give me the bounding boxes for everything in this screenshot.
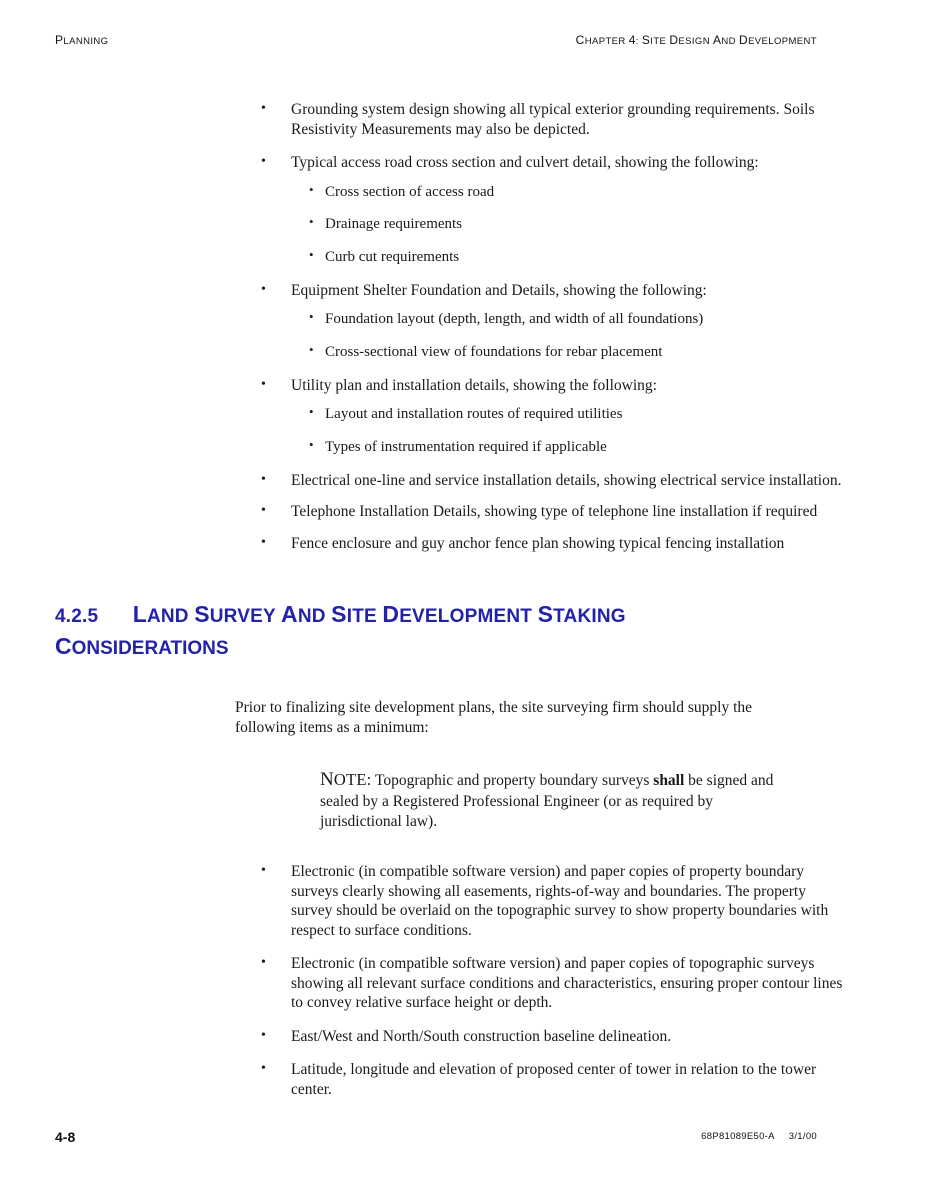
page-content xyxy=(55,100,845,1113)
header-left-text: PLANNING xyxy=(55,33,109,47)
list-item xyxy=(235,1027,845,1047)
bullet-marker-icon: • xyxy=(261,955,266,971)
bullet-marker-icon: • xyxy=(261,101,266,116)
header-right-text: CHAPTER 4: SITE DESIGN AND DEVELOPMENT xyxy=(575,33,817,47)
section-heading xyxy=(55,601,755,660)
list-item xyxy=(235,153,845,267)
list-item-text: Layout and installation routes of required utilities xyxy=(325,406,623,423)
list-item xyxy=(291,248,845,267)
bullet-list-bottom xyxy=(55,862,845,1099)
list-item-text: Electrical one-line and service installation details, showing electrical service installation. xyxy=(291,471,842,489)
list-item-text: Telephone Installation Details, showing type of telephone line installation if required xyxy=(291,503,818,521)
list-item-text: Equipment Shelter Foundation and Details, showing the following: xyxy=(291,281,707,299)
list-item xyxy=(235,471,845,491)
note-block xyxy=(320,768,795,832)
list-item-text: Types of instrumentation required if applicable xyxy=(325,439,607,456)
list-item xyxy=(235,1060,845,1099)
bullet-list-top xyxy=(55,100,845,553)
list-item xyxy=(235,954,845,1013)
sub-bullet-list xyxy=(291,183,845,267)
section-title: LAND SURVEY AND SITE DEVELOPMENT STAKING xyxy=(132,601,626,628)
note-text-before: Topographic and property boundary surveys xyxy=(375,772,654,790)
list-item xyxy=(235,502,845,522)
list-item-text: Latitude, longitude and elevation of proposed center of tower in relation to the tower center. xyxy=(291,1061,817,1098)
bullet-marker-icon: • xyxy=(261,281,266,297)
list-item-text: Grounding system design showing all typical exterior grounding requirements. Soils Resistivity Measurements may also be depicted. xyxy=(291,101,815,138)
list-item xyxy=(291,405,845,424)
sub-bullet-list xyxy=(291,310,845,362)
note-text-after: be signed and sealed by a Registered Professional Engineer (or as required by jurisdictional law). xyxy=(320,772,774,831)
bullet-marker-icon: • xyxy=(309,247,314,263)
bullet-marker-icon: • xyxy=(261,471,266,487)
bullet-marker-icon: • xyxy=(261,1061,266,1077)
list-item-text: Electronic (in compatible software version) and paper copies of topographic surveys showing all relevant surface conditions and characteristics, ensuring proper contour lines to convey relative surface height or depth. xyxy=(291,955,843,1012)
list-item xyxy=(291,438,845,457)
list-item xyxy=(235,376,845,457)
footer-date: 3/1/00 xyxy=(788,1131,817,1142)
note-emphasis: shall xyxy=(653,772,685,790)
list-item xyxy=(235,534,845,554)
list-item xyxy=(291,310,845,329)
bullet-marker-icon: • xyxy=(309,309,314,325)
bullet-marker-icon: • xyxy=(261,534,266,550)
bullet-marker-icon: • xyxy=(309,342,314,358)
sub-bullet-list xyxy=(291,405,845,457)
footer-document-info xyxy=(701,1131,817,1142)
note-label: NOTE: xyxy=(320,769,372,791)
bullet-marker-icon: • xyxy=(261,863,266,878)
bullet-marker-icon: • xyxy=(261,154,266,170)
bullet-marker-icon: • xyxy=(309,181,314,197)
footer-doc-number: 68P81089E50-A xyxy=(701,1131,775,1142)
list-item-text: Cross-sectional view of foundations for rebar placement xyxy=(325,344,663,361)
list-item-text: Curb cut requirements xyxy=(325,249,460,266)
bullet-marker-icon: • xyxy=(261,376,266,392)
list-item-text: Foundation layout (depth, length, and width of all foundations) xyxy=(325,311,704,328)
list-item-text: Fence enclosure and guy anchor fence plan showing typical fencing installation xyxy=(291,534,785,552)
bullet-marker-icon: • xyxy=(309,404,314,420)
list-item xyxy=(291,343,845,362)
list-item xyxy=(235,281,845,362)
bullet-marker-icon: • xyxy=(261,503,266,519)
section-intro-paragraph: Prior to finalizing site development plans, the site surveying firm should supply the following items as a minimum: xyxy=(235,699,753,737)
list-item-text: Cross section of access road xyxy=(325,183,495,200)
bullet-marker-icon: • xyxy=(261,1027,266,1043)
section-title-continued: CONSIDERATIONS xyxy=(55,633,229,660)
bullet-marker-icon: • xyxy=(309,214,314,230)
list-item xyxy=(235,100,845,139)
list-item-text: Utility plan and installation details, showing the following: xyxy=(291,376,657,394)
running-header xyxy=(55,33,817,47)
list-item xyxy=(291,183,845,202)
footer-page-number: 4-8 xyxy=(55,1129,76,1145)
list-item-text: East/West and North/South construction baseline delineation. xyxy=(291,1027,672,1045)
list-item-text: Drainage requirements xyxy=(325,216,463,233)
bullet-marker-icon: • xyxy=(309,437,314,453)
list-item-text: Typical access road cross section and culvert detail, showing the following: xyxy=(291,154,759,172)
list-item xyxy=(291,215,845,234)
list-item xyxy=(235,862,845,940)
list-item-text: Electronic (in compatible software version) and paper copies of property boundary surveys clearly showing all easements, rights-of-way and boundaries. The property survey should be overlaid on the topographic survey to show property boundaries with respect to surface conditions. xyxy=(291,863,829,939)
section-number: 4.2.5 xyxy=(55,606,99,628)
